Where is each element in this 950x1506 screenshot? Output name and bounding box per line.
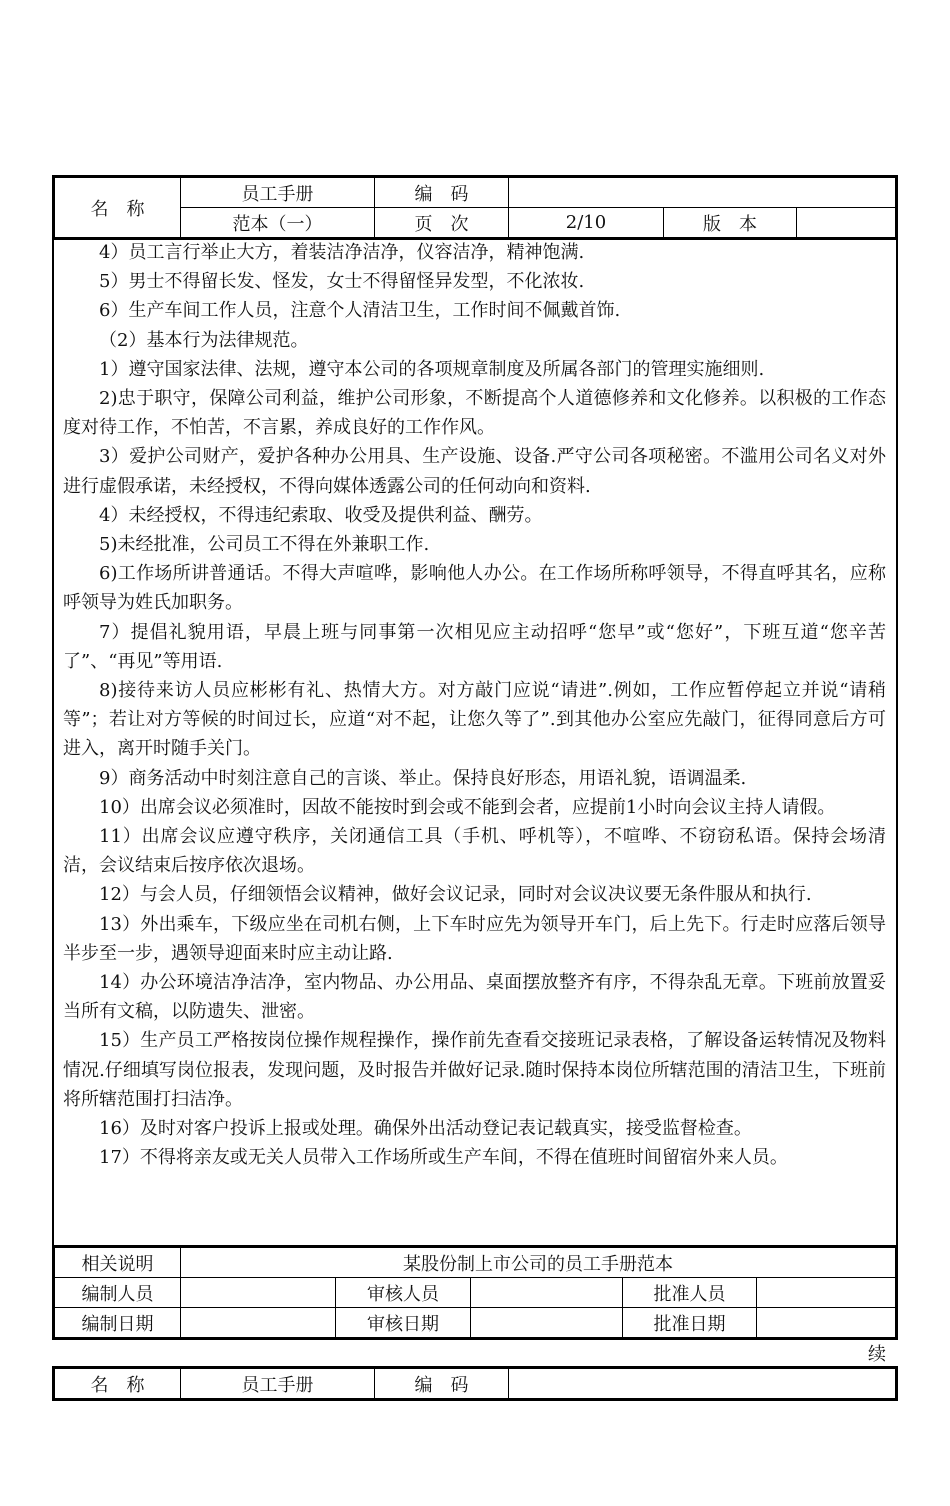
doc-title: 员工手册 bbox=[181, 178, 375, 208]
paragraph: 8)接待来访人员应彬彬有礼、热情大方。对方敲门应说“请进”.例如，工作应暂停起立并说“请稍等”；若让对方等候的时间过长，应道“对不起，让您久等了”.到其他办公室应先敲门，征得同意后方可进入，离开时随手关门。 bbox=[63, 680, 886, 760]
version-value bbox=[797, 208, 896, 238]
prepared-date-value bbox=[181, 1308, 336, 1338]
paragraph: 6）生产车间工作人员，注意个人清洁卫生，工作时间不佩戴首饰. bbox=[99, 300, 621, 322]
paragraph: 4）未经授权，不得违纪索取、收受及提供利益、酬劳。 bbox=[99, 504, 543, 526]
document-header bbox=[52, 175, 898, 240]
paragraph: 4）员工言行举止大方，着装洁净洁净，仪容洁净，精神饱满. bbox=[99, 242, 585, 263]
related-value: 某股份制上市公司的员工手册范本 bbox=[181, 1248, 896, 1278]
paragraph: 17）不得将亲友或无关人员带入工作场所或生产车间，不得在值班时间留宿外来人员。 bbox=[99, 1147, 788, 1169]
next-page-header bbox=[52, 1366, 898, 1401]
doc-subtitle: 范本（一） bbox=[181, 208, 375, 238]
prepared-by-value bbox=[181, 1278, 336, 1308]
reviewed-date-label: 审核日期 bbox=[336, 1308, 471, 1338]
code-label: 编 码 bbox=[375, 178, 509, 208]
paragraph: 16）及时对客户投诉上报或处理。确保外出活动登记表记载真实，接受监督检查。 bbox=[99, 1118, 752, 1140]
section-heading: （2）基本行为法律规范。 bbox=[99, 329, 309, 351]
approved-by-label: 批准人员 bbox=[623, 1278, 757, 1308]
paragraph: 12）与会人员，仔细领悟会议精神，做好会议记录，同时对会议决议要无条件服从和执行. bbox=[99, 884, 812, 906]
reviewed-by-value bbox=[471, 1278, 623, 1308]
page-value: 2/10 bbox=[509, 208, 664, 238]
code-value bbox=[509, 1369, 896, 1399]
prepared-by-label: 编制人员 bbox=[55, 1278, 181, 1308]
paragraph: 9）商务活动中时刻注意自己的言谈、举止。保持良好形态，用语礼貌，语调温柔. bbox=[99, 767, 747, 789]
prepared-date-label: 编制日期 bbox=[55, 1308, 181, 1338]
related-label: 相关说明 bbox=[55, 1248, 181, 1278]
doc-title: 员工手册 bbox=[181, 1369, 375, 1399]
paragraph: 14）办公环境洁净洁净，室内物品、办公用品、桌面摆放整齐有序，不得杂乱无章。下班前放置妥当所有文稿，以防遗失、泄密。 bbox=[63, 972, 886, 1023]
paragraph: 5）男士不得留长发、怪发，女士不得留怪异发型，不化浓妆. bbox=[99, 271, 585, 293]
code-label: 编 码 bbox=[375, 1369, 509, 1399]
paragraph: 2)忠于职守，保障公司利益，维护公司形象，不断提高个人道德修养和文化修养。以积极的工作态度对待工作，不怕苦，不言累，养成良好的工作作风。 bbox=[63, 388, 886, 439]
reviewed-by-label: 审核人员 bbox=[336, 1278, 471, 1308]
approved-date-label: 批准日期 bbox=[623, 1308, 757, 1338]
paragraph: 6)工作场所讲普通话。不得大声喧哗，影响他人办公。在工作场所称呼领导，不得直呼其名，应称呼领导为姓氏加职务。 bbox=[63, 563, 886, 614]
page-label: 页 次 bbox=[375, 208, 509, 238]
reviewed-date-value bbox=[471, 1308, 623, 1338]
continued-label: 续 bbox=[868, 1344, 886, 1365]
document-body bbox=[52, 238, 898, 1245]
name-label: 名 称 bbox=[55, 178, 181, 238]
name-label: 名 称 bbox=[55, 1369, 181, 1399]
paragraph: 5)未经批准，公司员工不得在外兼职工作. bbox=[99, 534, 430, 556]
code-value bbox=[509, 178, 896, 208]
paragraph: 11）出席会议应遵守秩序，关闭通信工具（手机、呼机等），不喧哗、不窃窃私语。保持会场清洁，会议结束后按序依次退场。 bbox=[63, 826, 886, 877]
approved-date-value bbox=[757, 1308, 896, 1338]
paragraph: 10）出席会议必须准时，因故不能按时到会或不能到会者，应提前1小时向会议主持人请假。 bbox=[99, 796, 836, 818]
paragraph: 1）遵守国家法律、法规，遵守本公司的各项规章制度及所属各部门的管理实施细则. bbox=[99, 358, 765, 380]
document-footer bbox=[52, 1245, 898, 1340]
paragraph: 3）爱护公司财产，爱护各种办公用具、生产设施、设备.严守公司各项秘密。不滥用公司名义对外进行虚假承诺，未经授权，不得向媒体透露公司的任何动向和资料. bbox=[63, 446, 886, 497]
version-label: 版 本 bbox=[664, 208, 797, 238]
paragraph: 13）外出乘车，下级应坐在司机右侧，上下车时应先为领导开车门，后上先下。行走时应落后领导半步至一步，遇领导迎面来时应主动让路. bbox=[63, 913, 886, 964]
paragraph: 15）生产员工严格按岗位操作规程操作，操作前先查看交接班记录表格，了解设备运转情况及物料情况.仔细填写岗位报表，发现问题，及时报告并做好记录.随时保持本岗位所辖范围的清洁卫生，下班前将所辖范围打扫洁净。 bbox=[63, 1030, 886, 1110]
paragraph: 7）提倡礼貌用语，早晨上班与同事第一次相见应主动招呼“您早”或“您好”，下班互道“您辛苦了”、“再见”等用语. bbox=[63, 621, 886, 672]
approved-by-value bbox=[757, 1278, 896, 1308]
